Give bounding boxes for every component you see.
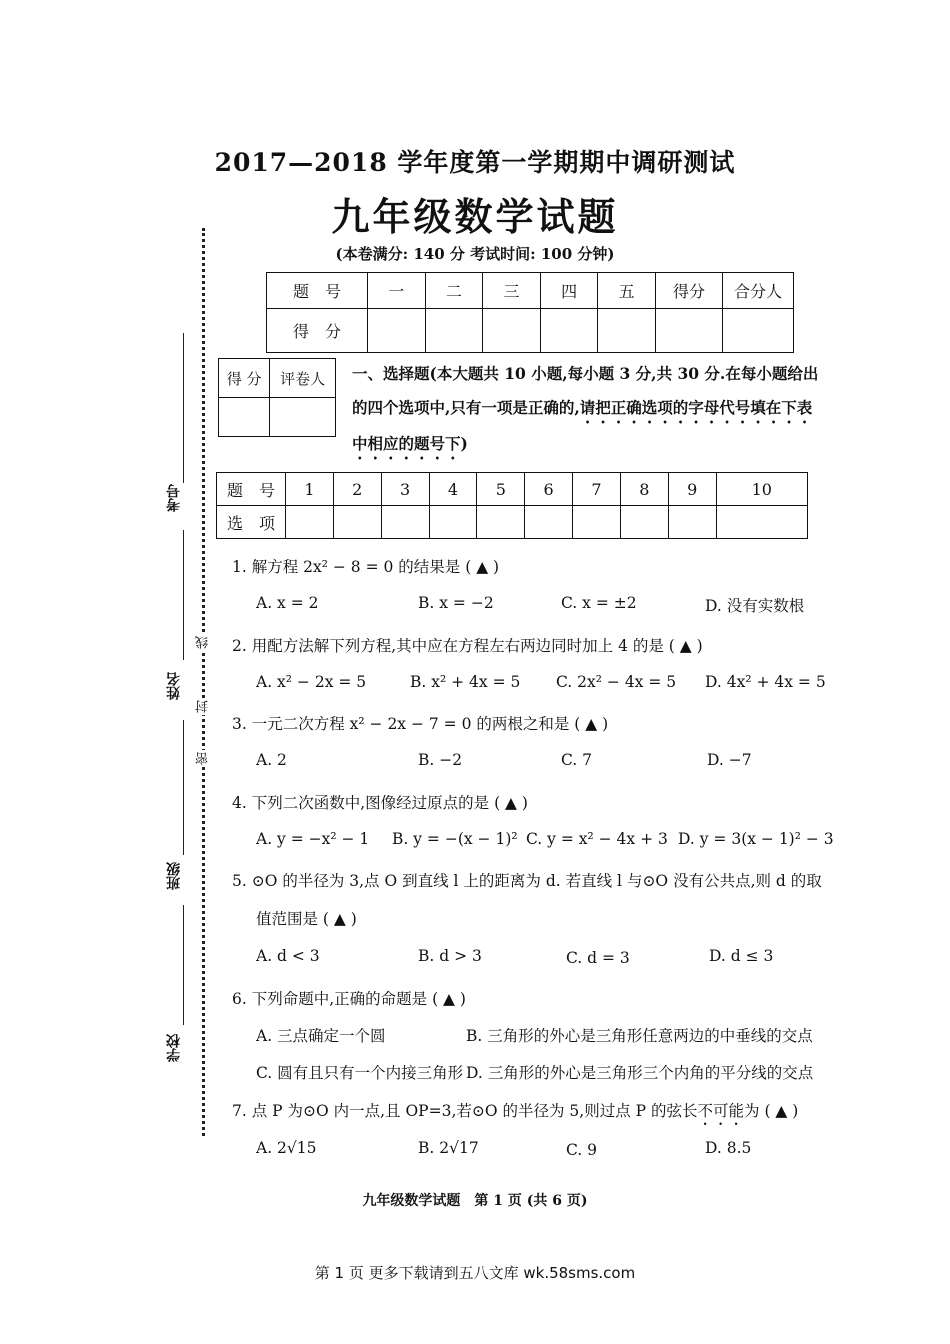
score-header-cell: 五 bbox=[598, 273, 656, 309]
score-cell[interactable] bbox=[425, 309, 483, 353]
answer-row-label: 选 项 bbox=[217, 506, 286, 539]
seal-char: 密 bbox=[196, 752, 211, 765]
bottom-note: 第 1 页 更多下载请到五八文库 wk.58sms.com bbox=[314, 1264, 636, 1282]
option: D. 8.5 bbox=[705, 1139, 752, 1157]
grader-name-label: 评卷人 bbox=[270, 359, 336, 398]
score-header-cell: 得分 bbox=[656, 273, 723, 309]
answer-cell[interactable] bbox=[620, 506, 668, 539]
question-stem: 3. 一元二次方程 x² − 2x − 7 = 0 的两根之和是 ( ▲ ) bbox=[232, 715, 609, 733]
section1-line: 一、选择题(本大题共 10 小题,每小题 3 分,共 30 分.在每小题给出 bbox=[352, 364, 819, 383]
score-cell[interactable] bbox=[540, 309, 598, 353]
grader-score-label: 得 分 bbox=[219, 359, 270, 398]
score-header-cell: 题 号 bbox=[267, 273, 368, 309]
option: C. d = 3 bbox=[566, 949, 630, 967]
answer-number: 10 bbox=[716, 473, 807, 506]
exam-no-line[interactable] bbox=[183, 333, 184, 483]
answer-cell[interactable] bbox=[429, 506, 477, 539]
option: C. 圆有且只有一个内接三角形 bbox=[256, 1064, 464, 1082]
option: A. d < 3 bbox=[256, 947, 320, 965]
seal-char: 封 bbox=[196, 700, 211, 713]
score-row-label: 得 分 bbox=[267, 309, 368, 353]
question-stem: 2. 用配方法解下列方程,其中应在方程左右两边同时加上 4 的是 ( ▲ ) bbox=[232, 637, 703, 655]
option: D. −7 bbox=[707, 751, 752, 769]
option: B. x = −2 bbox=[418, 594, 494, 612]
answer-number: 3 bbox=[381, 473, 429, 506]
seal-char: 线 bbox=[196, 636, 211, 649]
question-stem: 5. ⊙O 的半径为 3,点 O 到直线 l 上的距离为 d. 若直线 l 与⊙O 没有公共点,则 d 的取 bbox=[232, 872, 822, 890]
section1-line: 中相应的题号下) bbox=[352, 434, 468, 453]
option: C. 9 bbox=[566, 1141, 598, 1159]
emphasis-text: 不可能 bbox=[697, 1102, 745, 1120]
section1-instructions bbox=[352, 357, 822, 463]
answer-table bbox=[216, 472, 808, 539]
name-label: 姓名 bbox=[166, 672, 182, 700]
option: A. x² − 2x = 5 bbox=[256, 673, 367, 691]
score-cell[interactable] bbox=[598, 309, 656, 353]
question-stem: 6. 下列命题中,正确的命题是 ( ▲ ) bbox=[232, 990, 466, 1008]
question-stem: 4. 下列二次函数中,图像经过原点的是 ( ▲ ) bbox=[232, 794, 528, 812]
exam-info: (本卷满分: 140 分 考试时间: 100 分钟) bbox=[335, 245, 615, 263]
exam-no-label: 考号 bbox=[166, 484, 182, 512]
binding-dotted-line bbox=[202, 228, 205, 1136]
option: C. y = x² − 4x + 3 bbox=[526, 830, 668, 848]
grader-score-cell[interactable] bbox=[219, 398, 270, 437]
answer-number: 4 bbox=[429, 473, 477, 506]
score-table bbox=[266, 272, 794, 353]
option: C. 2x² − 4x = 5 bbox=[556, 673, 677, 691]
score-header-cell: 三 bbox=[483, 273, 541, 309]
option: D. y = 3(x − 1)² − 3 bbox=[678, 830, 834, 848]
option: B. 三角形的外心是三角形任意两边的中垂线的交点 bbox=[466, 1027, 813, 1045]
option: D. 三角形的外心是三角形三个内角的平分线的交点 bbox=[466, 1064, 814, 1082]
option: C. x = ±2 bbox=[561, 594, 637, 612]
emphasis-text: 请把正确选项的字母代号填在下表 bbox=[579, 398, 813, 417]
score-cell[interactable] bbox=[656, 309, 723, 353]
option: B. y = −(x − 1)² bbox=[392, 830, 518, 848]
school-line[interactable] bbox=[183, 905, 184, 1025]
score-cell[interactable] bbox=[483, 309, 541, 353]
answer-number: 7 bbox=[573, 473, 621, 506]
answer-cell[interactable] bbox=[477, 506, 525, 539]
answer-cell[interactable] bbox=[333, 506, 381, 539]
option: C. 7 bbox=[561, 751, 593, 769]
class-label: 班级 bbox=[166, 862, 182, 890]
option: B. 2√17 bbox=[418, 1139, 479, 1157]
school-label: 学校 bbox=[166, 1034, 182, 1062]
option: D. d ≤ 3 bbox=[709, 947, 774, 965]
answer-number: 1 bbox=[286, 473, 334, 506]
score-header-cell: 合分人 bbox=[723, 273, 794, 309]
answer-number: 2 bbox=[333, 473, 381, 506]
answer-cell[interactable] bbox=[286, 506, 334, 539]
answer-number: 9 bbox=[668, 473, 716, 506]
name-line[interactable] bbox=[183, 530, 184, 660]
section1-line: 的四个选项中,只有一项是正确的,请把正确选项的字母代号填在下表 bbox=[352, 398, 813, 417]
option: A. 2 bbox=[256, 751, 287, 769]
answer-cell[interactable] bbox=[716, 506, 807, 539]
emphasis-text: 中相应的题号下 bbox=[352, 434, 461, 453]
score-cell[interactable] bbox=[723, 309, 794, 353]
option: A. y = −x² − 1 bbox=[256, 830, 370, 848]
score-header-cell: 四 bbox=[540, 273, 598, 309]
question-stem-continued: 值范围是 ( ▲ ) bbox=[256, 910, 357, 928]
answer-header-label: 题 号 bbox=[217, 473, 286, 506]
answer-cell[interactable] bbox=[381, 506, 429, 539]
score-header-cell: 二 bbox=[425, 273, 483, 309]
answer-cell[interactable] bbox=[525, 506, 573, 539]
question-stem: 1. 解方程 2x² − 8 = 0 的结果是 ( ▲ ) bbox=[232, 558, 500, 576]
answer-number: 5 bbox=[477, 473, 525, 506]
option: B. x² + 4x = 5 bbox=[410, 673, 521, 691]
answer-cell[interactable] bbox=[573, 506, 621, 539]
option: B. −2 bbox=[418, 751, 463, 769]
score-cell[interactable] bbox=[368, 309, 426, 353]
class-line[interactable] bbox=[183, 720, 184, 855]
score-header-cell: 一 bbox=[368, 273, 426, 309]
subject-title: 九年级数学试题 bbox=[331, 194, 619, 239]
option: D. 没有实数根 bbox=[705, 597, 805, 615]
option: D. 4x² + 4x = 5 bbox=[705, 673, 826, 691]
page-footer: 九年级数学试题 第 1 页 (共 6 页) bbox=[362, 1193, 588, 1209]
option: B. d > 3 bbox=[418, 947, 482, 965]
answer-cell[interactable] bbox=[668, 506, 716, 539]
option: A. x = 2 bbox=[256, 594, 319, 612]
grader-table bbox=[218, 358, 336, 437]
answer-number: 8 bbox=[620, 473, 668, 506]
exam-title: 2017—2018 学年度第一学期期中调研测试 bbox=[214, 148, 736, 177]
question-stem: 7. 点 P 为⊙O 内一点,且 OP=3,若⊙O 的半径为 5,则过点 P 的弦长不可能为 ( ▲ ) bbox=[232, 1102, 799, 1120]
answer-number: 6 bbox=[525, 473, 573, 506]
option: A. 2√15 bbox=[256, 1139, 317, 1157]
grader-name-cell[interactable] bbox=[270, 398, 336, 437]
option: A. 三点确定一个圆 bbox=[256, 1027, 386, 1045]
